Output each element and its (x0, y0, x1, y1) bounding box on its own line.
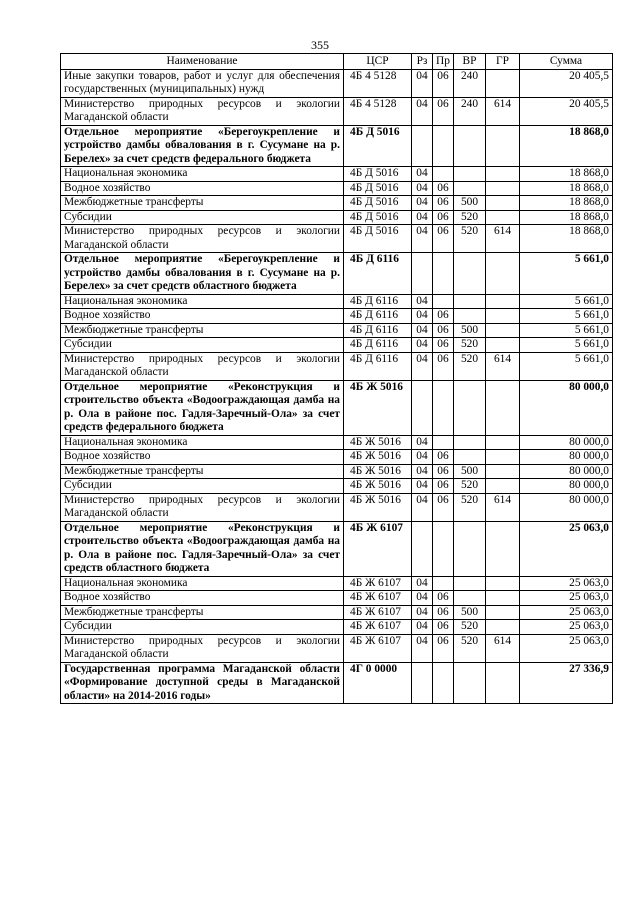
cell-rz: 04 (412, 493, 433, 521)
cell-vr (454, 125, 486, 167)
table-row-section (61, 521, 613, 576)
cell-name: Межбюджетные трансферты (61, 323, 344, 338)
cell-pr: 06 (433, 450, 454, 465)
cell-name: Национальная экономика (61, 576, 344, 591)
cell-rz (412, 521, 433, 576)
cell-pr (433, 435, 454, 450)
cell-name: Субсидии (61, 479, 344, 494)
cell-name: Водное хозяйство (61, 309, 344, 324)
table-row (61, 493, 613, 521)
cell-pr: 06 (433, 493, 454, 521)
cell-pr: 06 (433, 97, 454, 125)
cell-rz: 04 (412, 323, 433, 338)
cell-sum: 25 063,0 (520, 576, 613, 591)
cell-pr (433, 167, 454, 182)
table-row (61, 620, 613, 635)
cell-gr (486, 435, 520, 450)
cell-name: Иные закупки товаров, работ и услуг для обеспечения государственных (муниципальных) нужд (61, 69, 344, 97)
cell-gr (486, 464, 520, 479)
cell-vr (454, 662, 486, 704)
budget-table (60, 53, 613, 704)
table-row (61, 225, 613, 253)
header-name: Наименование (61, 54, 344, 70)
cell-vr: 500 (454, 605, 486, 620)
cell-sum: 27 336,9 (520, 662, 613, 704)
header-vr: ВР (454, 54, 486, 70)
cell-pr (433, 380, 454, 435)
header-csr: ЦСР (344, 54, 412, 70)
cell-vr (454, 521, 486, 576)
cell-gr (486, 662, 520, 704)
page-number: 355 (311, 38, 329, 52)
cell-vr (454, 167, 486, 182)
cell-csr: 4Б Ж 6107 (344, 620, 412, 635)
cell-sum: 18 868,0 (520, 225, 613, 253)
cell-pr (433, 125, 454, 167)
cell-name: Государственная программа Магаданской области «Формирование доступной среды в Магаданской области» на 2014-2016 годы» (61, 662, 344, 704)
table-row-section (61, 662, 613, 704)
table-row (61, 196, 613, 211)
table-row (61, 576, 613, 591)
header-sum: Сумма (520, 54, 613, 70)
cell-rz: 04 (412, 69, 433, 97)
cell-csr: 4Б Д 6116 (344, 294, 412, 309)
cell-rz: 04 (412, 196, 433, 211)
cell-rz: 04 (412, 435, 433, 450)
cell-name: Межбюджетные трансферты (61, 605, 344, 620)
cell-gr: 614 (486, 493, 520, 521)
table-row (61, 69, 613, 97)
cell-sum: 80 000,0 (520, 493, 613, 521)
cell-vr: 500 (454, 464, 486, 479)
cell-gr (486, 294, 520, 309)
cell-vr: 520 (454, 634, 486, 662)
table-row (61, 167, 613, 182)
cell-pr: 06 (433, 309, 454, 324)
cell-rz: 04 (412, 634, 433, 662)
cell-sum: 5 661,0 (520, 352, 613, 380)
cell-sum: 5 661,0 (520, 253, 613, 295)
cell-csr: 4Б Д 5016 (344, 181, 412, 196)
cell-sum: 20 405,5 (520, 97, 613, 125)
cell-csr: 4Б Д 6116 (344, 338, 412, 353)
cell-rz: 04 (412, 450, 433, 465)
cell-sum: 80 000,0 (520, 464, 613, 479)
cell-vr (454, 309, 486, 324)
cell-gr (486, 605, 520, 620)
cell-gr (486, 576, 520, 591)
header-pr: Пр (433, 54, 454, 70)
cell-rz: 04 (412, 605, 433, 620)
table-row (61, 309, 613, 324)
cell-gr (486, 210, 520, 225)
cell-csr: 4Б Д 6116 (344, 352, 412, 380)
cell-name: Водное хозяйство (61, 450, 344, 465)
cell-vr: 520 (454, 479, 486, 494)
table-row (61, 591, 613, 606)
cell-gr (486, 591, 520, 606)
cell-rz: 04 (412, 338, 433, 353)
cell-name: Министерство природных ресурсов и экологии Магаданской области (61, 493, 344, 521)
cell-vr (454, 591, 486, 606)
cell-name: Межбюджетные трансферты (61, 464, 344, 479)
header-rz: Рз (412, 54, 433, 70)
cell-sum: 25 063,0 (520, 605, 613, 620)
cell-vr: 500 (454, 323, 486, 338)
cell-name: Отдельное мероприятие «Берегоукрепление и устройство дамбы обвалования в г. Сусумане на р. Берелех» за счет средств федерального бюджета (61, 125, 344, 167)
cell-pr: 06 (433, 634, 454, 662)
cell-pr (433, 294, 454, 309)
cell-gr: 614 (486, 97, 520, 125)
cell-sum: 80 000,0 (520, 450, 613, 465)
cell-csr: 4Б Д 5016 (344, 196, 412, 211)
cell-csr: 4Б Д 6116 (344, 253, 412, 295)
cell-pr: 06 (433, 620, 454, 635)
cell-name: Отдельное мероприятие «Реконструкция и строительство объекта «Водоограждающая дамба на р. Ола в районе пос. Гадля-Заречный-Ола» за счет средств федерального бюджета (61, 380, 344, 435)
cell-rz: 04 (412, 181, 433, 196)
cell-name: Министерство природных ресурсов и экологии Магаданской области (61, 634, 344, 662)
cell-csr: 4Б Ж 6107 (344, 605, 412, 620)
cell-gr: 614 (486, 634, 520, 662)
cell-vr: 240 (454, 69, 486, 97)
cell-name: Водное хозяйство (61, 591, 344, 606)
cell-vr (454, 435, 486, 450)
cell-vr: 520 (454, 620, 486, 635)
cell-gr (486, 309, 520, 324)
cell-gr (486, 253, 520, 295)
cell-sum: 5 661,0 (520, 323, 613, 338)
cell-gr (486, 167, 520, 182)
cell-sum: 18 868,0 (520, 196, 613, 211)
cell-pr: 06 (433, 210, 454, 225)
cell-sum: 20 405,5 (520, 69, 613, 97)
cell-vr: 520 (454, 225, 486, 253)
cell-rz: 04 (412, 225, 433, 253)
cell-rz (412, 662, 433, 704)
cell-sum: 5 661,0 (520, 294, 613, 309)
cell-pr (433, 576, 454, 591)
cell-vr: 520 (454, 338, 486, 353)
cell-gr (486, 125, 520, 167)
cell-csr: 4Б 4 5128 (344, 69, 412, 97)
cell-csr: 4Б Ж 6107 (344, 576, 412, 591)
cell-gr (486, 521, 520, 576)
table-row (61, 352, 613, 380)
cell-pr: 06 (433, 464, 454, 479)
cell-sum: 5 661,0 (520, 338, 613, 353)
cell-pr (433, 253, 454, 295)
cell-name: Министерство природных ресурсов и экологии Магаданской области (61, 97, 344, 125)
cell-name: Отдельное мероприятие «Берегоукрепление и устройство дамбы обвалования в г. Сусумане на р. Берелех» за счет средств областного бюджета (61, 253, 344, 295)
cell-vr (454, 576, 486, 591)
cell-sum: 80 000,0 (520, 435, 613, 450)
table-row (61, 634, 613, 662)
cell-pr: 06 (433, 196, 454, 211)
cell-name: Субсидии (61, 210, 344, 225)
cell-gr (486, 620, 520, 635)
cell-pr: 06 (433, 338, 454, 353)
table-row (61, 464, 613, 479)
cell-name: Министерство природных ресурсов и экологии Магаданской области (61, 225, 344, 253)
cell-csr: 4Б Ж 6107 (344, 634, 412, 662)
cell-csr: 4Б Ж 5016 (344, 464, 412, 479)
table-row (61, 323, 613, 338)
cell-csr: 4Б 4 5128 (344, 97, 412, 125)
cell-gr (486, 380, 520, 435)
cell-sum: 80 000,0 (520, 479, 613, 494)
cell-name: Водное хозяйство (61, 181, 344, 196)
cell-pr: 06 (433, 479, 454, 494)
cell-name: Субсидии (61, 620, 344, 635)
cell-rz (412, 125, 433, 167)
cell-pr: 06 (433, 225, 454, 253)
cell-csr: 4Б Ж 5016 (344, 435, 412, 450)
cell-csr: 4Б Д 5016 (344, 210, 412, 225)
cell-pr: 06 (433, 591, 454, 606)
cell-pr: 06 (433, 181, 454, 196)
cell-csr: 4Б Ж 5016 (344, 380, 412, 435)
table-body (61, 69, 613, 704)
table-header-row (61, 54, 613, 70)
cell-csr: 4Г 0 0000 (344, 662, 412, 704)
table-row-section (61, 380, 613, 435)
cell-rz: 04 (412, 620, 433, 635)
cell-vr: 520 (454, 210, 486, 225)
table-row (61, 181, 613, 196)
cell-sum: 25 063,0 (520, 521, 613, 576)
cell-pr (433, 662, 454, 704)
cell-name: Отдельное мероприятие «Реконструкция и строительство объекта «Водоограждающая дамба на р. Ола в районе пос. Гадля-Заречный-Ола» за счет средств областного бюджета (61, 521, 344, 576)
cell-pr (433, 521, 454, 576)
cell-sum: 18 868,0 (520, 125, 613, 167)
cell-csr: 4Б Д 5016 (344, 225, 412, 253)
cell-gr (486, 323, 520, 338)
cell-sum: 18 868,0 (520, 210, 613, 225)
cell-rz: 04 (412, 464, 433, 479)
cell-csr: 4Б Ж 6107 (344, 591, 412, 606)
table-row (61, 435, 613, 450)
cell-pr: 06 (433, 323, 454, 338)
cell-rz: 04 (412, 352, 433, 380)
cell-name: Субсидии (61, 338, 344, 353)
cell-csr: 4Б Ж 5016 (344, 493, 412, 521)
table-row-section (61, 125, 613, 167)
table-row (61, 338, 613, 353)
table-row (61, 294, 613, 309)
cell-gr (486, 196, 520, 211)
cell-vr: 520 (454, 493, 486, 521)
cell-rz (412, 380, 433, 435)
cell-vr: 240 (454, 97, 486, 125)
cell-gr: 614 (486, 352, 520, 380)
cell-rz: 04 (412, 210, 433, 225)
cell-sum: 18 868,0 (520, 167, 613, 182)
cell-sum: 18 868,0 (520, 181, 613, 196)
cell-gr (486, 450, 520, 465)
cell-vr (454, 380, 486, 435)
cell-name: Национальная экономика (61, 167, 344, 182)
cell-csr: 4Б Д 5016 (344, 125, 412, 167)
cell-rz: 04 (412, 591, 433, 606)
cell-sum: 25 063,0 (520, 620, 613, 635)
cell-name: Межбюджетные трансферты (61, 196, 344, 211)
cell-gr (486, 338, 520, 353)
cell-vr (454, 294, 486, 309)
cell-vr: 500 (454, 196, 486, 211)
table-row (61, 210, 613, 225)
header-gr: ГР (486, 54, 520, 70)
table-row (61, 450, 613, 465)
cell-gr: 614 (486, 225, 520, 253)
cell-gr (486, 181, 520, 196)
cell-pr: 06 (433, 605, 454, 620)
cell-csr: 4Б Д 6116 (344, 323, 412, 338)
cell-csr: 4Б Ж 5016 (344, 450, 412, 465)
cell-pr: 06 (433, 69, 454, 97)
cell-vr: 520 (454, 352, 486, 380)
cell-sum: 25 063,0 (520, 591, 613, 606)
table-row (61, 97, 613, 125)
cell-vr (454, 181, 486, 196)
table-row (61, 605, 613, 620)
cell-gr (486, 69, 520, 97)
cell-csr: 4Б Ж 6107 (344, 521, 412, 576)
cell-name: Национальная экономика (61, 435, 344, 450)
table-row (61, 479, 613, 494)
cell-sum: 80 000,0 (520, 380, 613, 435)
cell-rz: 04 (412, 167, 433, 182)
cell-pr: 06 (433, 352, 454, 380)
cell-csr: 4Б Ж 5016 (344, 479, 412, 494)
cell-rz: 04 (412, 309, 433, 324)
cell-sum: 25 063,0 (520, 634, 613, 662)
cell-rz: 04 (412, 479, 433, 494)
cell-vr (454, 253, 486, 295)
cell-name: Министерство природных ресурсов и экологии Магаданской области (61, 352, 344, 380)
cell-rz: 04 (412, 294, 433, 309)
cell-csr: 4Б Д 5016 (344, 167, 412, 182)
cell-vr (454, 450, 486, 465)
cell-rz: 04 (412, 576, 433, 591)
table-row-section (61, 253, 613, 295)
cell-rz: 04 (412, 97, 433, 125)
cell-sum: 5 661,0 (520, 309, 613, 324)
cell-csr: 4Б Д 6116 (344, 309, 412, 324)
cell-rz (412, 253, 433, 295)
cell-name: Национальная экономика (61, 294, 344, 309)
cell-gr (486, 479, 520, 494)
